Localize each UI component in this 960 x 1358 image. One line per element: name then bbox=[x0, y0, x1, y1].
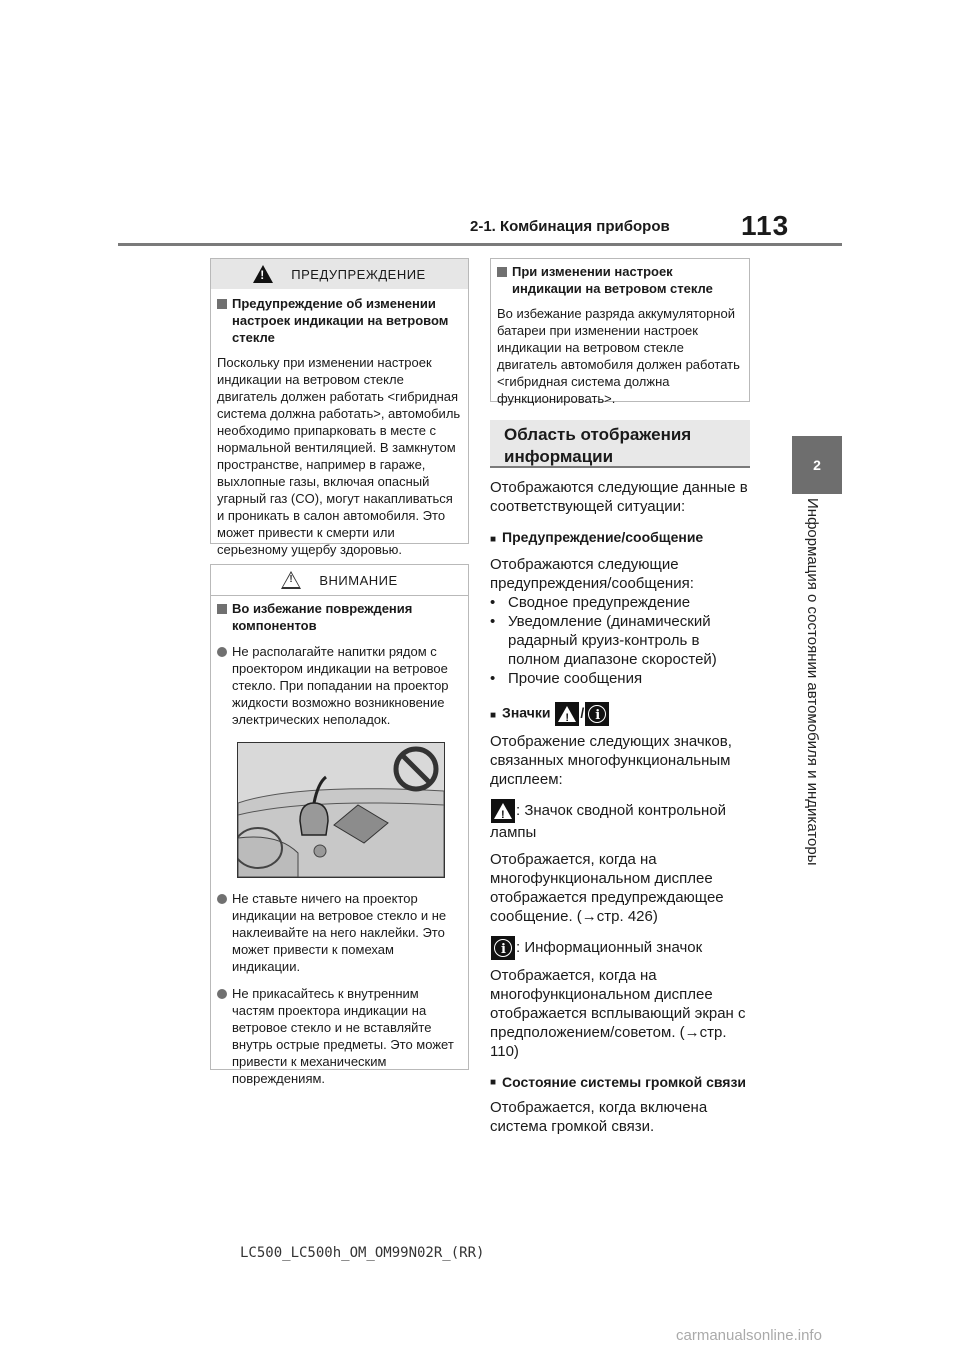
note-heading: При изменении настроек индикации на ветровом стекле bbox=[497, 263, 743, 297]
warn-bullet: • Уведомление (динамический радарный круиз-контроль в полном диапазоне скоростей) bbox=[490, 613, 717, 668]
square-bullet-icon bbox=[217, 604, 227, 614]
round-bullet-icon bbox=[217, 894, 227, 904]
master-warning-icon bbox=[555, 702, 579, 726]
note-box bbox=[490, 258, 750, 406]
projector-illustration bbox=[237, 742, 445, 878]
warn-bullet: • Сводное предупреждение bbox=[490, 594, 691, 611]
doc-code: LC500_LC500h_OM_OM99N02R_(RR) bbox=[240, 1245, 485, 1261]
round-bullet-icon bbox=[217, 989, 227, 999]
caution-item: Не прикасайтесь к внутренним частям проектора индикации на ветровое стекло и не вставляйте внутрь острые предметы. Это может привести к механическим повреждениям. bbox=[217, 985, 462, 1087]
master-warning-icon bbox=[491, 799, 515, 823]
chapter-title: Информация о состоянии автомобиля и индикаторы bbox=[804, 498, 821, 866]
caution-title: ВНИМАНИЕ bbox=[319, 572, 398, 588]
section-title: Область отображения информации bbox=[490, 420, 750, 468]
hands-desc: Отображается, когда включена система громкой связи. bbox=[490, 1099, 708, 1135]
header-rule bbox=[118, 243, 842, 246]
caution-item: Не располагайте напитки рядом с проектором индикации на ветровое стекло. При попадании на проектор жидкости возможно возникновение электрических неполадок. bbox=[217, 643, 462, 728]
info-icon bbox=[585, 702, 609, 726]
square-bullet-icon bbox=[497, 267, 507, 277]
watermark: carmanualsonline.info bbox=[676, 1327, 822, 1344]
caution-box-header bbox=[211, 565, 468, 596]
info-label: i: Информационный значок bbox=[490, 936, 752, 960]
chapter-tab-number: 2 bbox=[792, 436, 842, 494]
caution-box bbox=[210, 564, 469, 1086]
warning-heading: Предупреждение об изменении настроек индикации на ветровом стекле bbox=[217, 295, 462, 346]
section-header: 2-1. Комбинация приборов bbox=[470, 218, 670, 235]
info-icon bbox=[491, 936, 515, 960]
warning-title: ПРЕДУПРЕЖДЕНИЕ bbox=[291, 266, 426, 282]
icons-heading: ■ Значки ! /i bbox=[490, 702, 752, 726]
warning-box-header bbox=[211, 259, 468, 289]
warn-heading: ■ Предупреждение/сообщение bbox=[490, 529, 704, 545]
caution-icon bbox=[281, 571, 301, 589]
note-body: Во избежание разряда аккумуляторной батареи при изменении настроек индикации на ветровом стекле двигатель автомобиля должен работать <гибридная система должна функционировать>. bbox=[497, 306, 740, 406]
caution-heading: Во избежание повреждения компонентов bbox=[217, 600, 462, 634]
master-label: !: Значок сводной контрольной лампы bbox=[490, 799, 752, 842]
page-number: 113 bbox=[741, 210, 790, 241]
warning-box bbox=[210, 258, 469, 557]
section-content bbox=[490, 478, 752, 1136]
square-bullet-icon bbox=[217, 299, 227, 309]
master-desc: Отображается, когда на многофункциональном дисплее отображается предупреждающее сообщение. (→стр. 426) bbox=[490, 851, 724, 925]
info-desc: Отображается, когда на многофункциональном дисплее отображается всплывающий экран с предположением/советом. (→стр. 110) bbox=[490, 967, 746, 1060]
caution-item: Не ставьте ничего на проектор индикации на ветровое стекло и не наклеивайте на него наклейки. Это может привести к помехам индикации. bbox=[217, 890, 462, 975]
round-bullet-icon bbox=[217, 647, 227, 657]
warning-body: Поскольку при изменении настроек индикации на ветровом стекле двигатель должен работать <гибридная система должна работать>, автомобиль необходимо припарковать в месте с нормальной вентиляцией. В замкнутом пространстве, например в гараже, выхлопные газы, включая опасный угарный газ (CO), могут накапливаться и проникать в салон автомобиля. Это может привести к смерти или серьезному ущербу здоровью. bbox=[217, 355, 461, 557]
warning-icon bbox=[253, 265, 273, 283]
warn-intro: Отображаются следующие предупреждения/сообщения: bbox=[490, 556, 694, 592]
icons-intro: Отображение следующих значков, связанных многофункциональным дисплеем: bbox=[490, 733, 732, 788]
section-intro: Отображаются следующие данные в соответствующей ситуации: bbox=[490, 479, 748, 515]
hands-heading: ■ Состояние системы громкой связи bbox=[490, 1074, 747, 1090]
dashboard-drawing bbox=[238, 743, 444, 877]
chapter-tab bbox=[792, 494, 842, 894]
warn-bullet: • Прочие сообщения bbox=[490, 670, 643, 687]
